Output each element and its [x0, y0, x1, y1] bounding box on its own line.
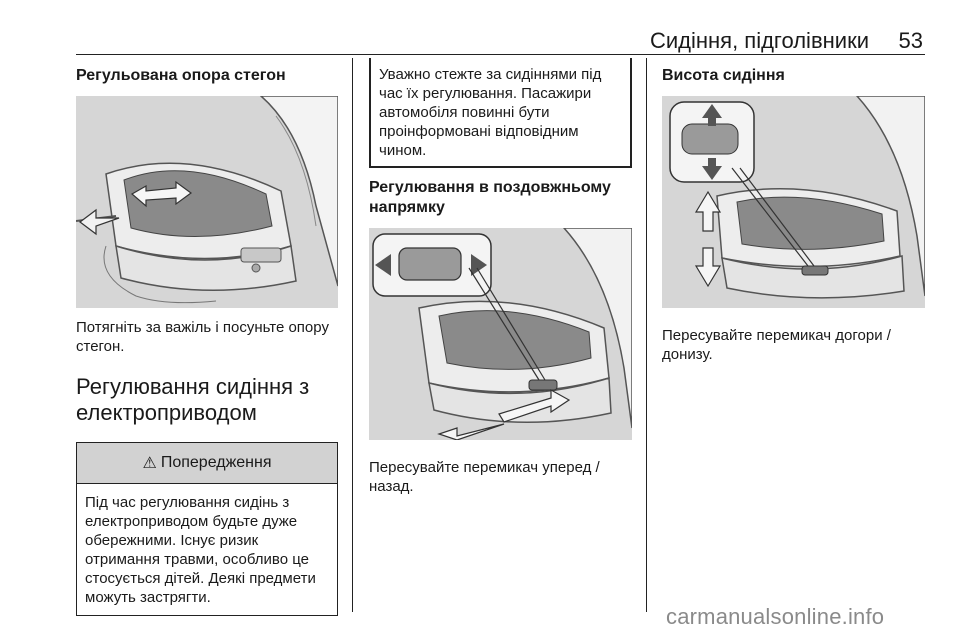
longitudinal-illustration	[369, 228, 632, 440]
note-box	[369, 58, 632, 168]
header-title: Сидіння, підголівники	[649, 28, 869, 53]
column-1	[76, 58, 338, 616]
power-seat-heading: Регулювання сидіння з електроприводом	[76, 374, 310, 425]
watermark: carmanualsonline.info	[666, 604, 885, 629]
column-2	[369, 58, 632, 496]
column-divider	[646, 58, 647, 612]
warning-box	[76, 442, 338, 616]
thigh-support-title: Регульована опора стегон	[76, 67, 286, 84]
warning-header	[77, 443, 337, 484]
column-3	[662, 58, 925, 364]
warning-icon: ⚠	[142, 455, 157, 472]
thigh-support-caption: Потягніть за важіль і посуньте опору стегон.	[76, 319, 329, 355]
thigh-support-illustration	[76, 96, 338, 308]
seat-height-illustration	[662, 96, 925, 308]
column-divider	[352, 58, 353, 612]
seat-height-title: Висота сидіння	[662, 67, 785, 84]
warning-body	[77, 484, 337, 615]
longitudinal-caption: Пересувайте перемикач уперед / назад.	[369, 459, 600, 495]
seat-height-caption: Пересувайте перемикач догори / донизу.	[662, 327, 891, 363]
page-header	[76, 26, 925, 55]
longitudinal-title: Регулювання в поздовжньому напрямку	[369, 179, 611, 216]
page-number: 53	[898, 28, 923, 53]
warning-title: Попередження	[160, 454, 272, 471]
note-text: Уважно стежте за сидіннями під час їх регулювання. Пасажири автомобіля повинні бути проінформовані відповідним чином.	[379, 66, 602, 159]
warning-text: Під час регулювання сидінь з електроприводом будьте дуже обережними. Існує ризик отримання травми, особливо це стосується дітей. Деякі предмети можуть застрягти.	[85, 494, 316, 606]
